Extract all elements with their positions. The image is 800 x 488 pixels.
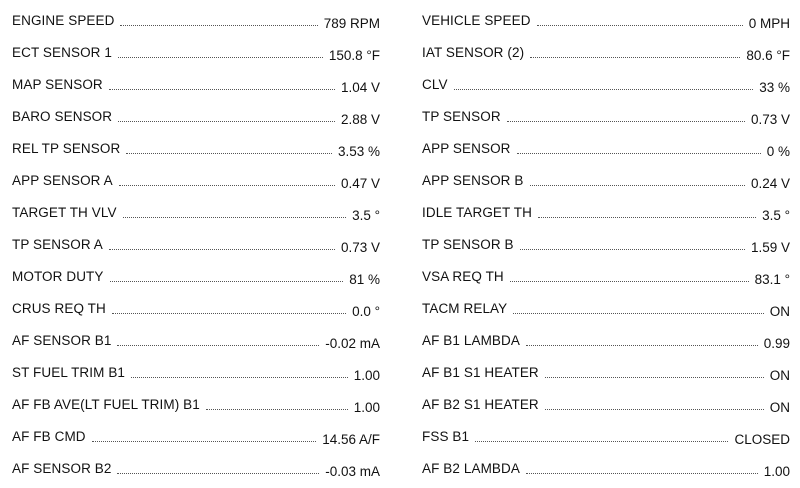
- dotted-leader: [517, 153, 761, 154]
- dotted-leader: [454, 89, 754, 90]
- parameter-label: TARGET TH VLV: [12, 205, 117, 221]
- parameter-label: ECT SENSOR 1: [12, 45, 112, 61]
- parameter-value: -0.03 mA: [325, 464, 380, 480]
- parameter-label: ST FUEL TRIM B1: [12, 365, 126, 381]
- parameter-label: CRUS REQ TH: [12, 301, 106, 317]
- dotted-leader: [538, 217, 756, 218]
- parameter-value: ON: [769, 304, 790, 320]
- data-row-app-sensor: [422, 133, 790, 165]
- parameter-value: 0.24 V: [750, 176, 790, 192]
- parameter-label: AF B2 LAMBDA: [422, 461, 520, 477]
- parameter-value: 1.59 V: [750, 240, 790, 256]
- dotted-leader: [510, 281, 749, 282]
- parameter-value: 0.0 °: [352, 304, 380, 320]
- data-row-app-sensor-b: [422, 165, 790, 197]
- parameter-label: MOTOR DUTY: [12, 269, 104, 285]
- data-row-motor-duty: [12, 261, 380, 293]
- parameter-label: AF B1 S1 HEATER: [422, 365, 539, 381]
- parameter-label: VEHICLE SPEED: [422, 13, 531, 29]
- data-row-ect-sensor-1: [12, 37, 380, 69]
- parameter-label: AF B1 LAMBDA: [422, 333, 520, 349]
- data-row-target-th-vlv: [12, 197, 380, 229]
- dotted-leader: [123, 217, 347, 218]
- dotted-leader: [530, 57, 740, 58]
- parameter-value: 14.56 A/F: [322, 432, 380, 448]
- data-row-baro-sensor: [12, 101, 380, 133]
- parameter-label: AF SENSOR B1: [12, 333, 112, 349]
- data-row-af-b1-s1-heater: [422, 357, 790, 389]
- dotted-leader: [109, 249, 335, 250]
- parameter-label: TACM RELAY: [422, 301, 508, 317]
- data-row-rel-tp-sensor: [12, 133, 380, 165]
- data-row-tp-sensor-a: [12, 229, 380, 261]
- parameter-label: TP SENSOR A: [12, 237, 103, 253]
- left-data-column: [12, 5, 380, 488]
- parameter-label: APP SENSOR B: [422, 173, 524, 189]
- parameter-label: TP SENSOR: [422, 109, 501, 125]
- dotted-leader: [537, 25, 743, 26]
- data-row-app-sensor-a: [12, 165, 380, 197]
- dotted-leader: [526, 345, 758, 346]
- dotted-leader: [117, 345, 319, 346]
- dotted-leader: [507, 121, 745, 122]
- data-row-map-sensor: [12, 69, 380, 101]
- parameter-value: 0.73 V: [750, 112, 790, 128]
- parameter-label: MAP SENSOR: [12, 77, 103, 93]
- parameter-label: APP SENSOR A: [12, 173, 113, 189]
- parameter-value: 150.8 °F: [328, 48, 380, 64]
- parameter-value: 0 %: [766, 144, 790, 160]
- dotted-leader: [117, 473, 319, 474]
- parameter-label: AF FB CMD: [12, 429, 86, 445]
- parameter-value: 1.00: [353, 400, 380, 416]
- parameter-label: APP SENSOR: [422, 141, 511, 157]
- data-row-vehicle-speed: [422, 5, 790, 37]
- dotted-leader: [520, 249, 745, 250]
- data-row-clv: [422, 69, 790, 101]
- data-row-af-sensor-b1: [12, 325, 380, 357]
- parameter-value: 1.00: [353, 368, 380, 384]
- parameter-label: AF B2 S1 HEATER: [422, 397, 539, 413]
- dotted-leader: [119, 185, 335, 186]
- data-row-af-b1-lambda: [422, 325, 790, 357]
- right-data-column: [422, 5, 790, 488]
- dotted-leader: [92, 441, 317, 442]
- parameter-label: FSS B1: [422, 429, 470, 445]
- parameter-label: BARO SENSOR: [12, 109, 113, 125]
- parameter-value: 0.99: [763, 336, 790, 352]
- data-row-crus-req-th: [12, 293, 380, 325]
- data-row-fss-b1: [422, 421, 790, 453]
- data-row-af-b2-s1-heater: [422, 389, 790, 421]
- parameter-value: 33 %: [759, 80, 790, 96]
- data-row-af-b2-lambda: [422, 453, 790, 485]
- dotted-leader: [526, 473, 758, 474]
- parameter-label: IDLE TARGET TH: [422, 205, 532, 221]
- parameter-label: AF SENSOR B2: [12, 461, 112, 477]
- parameter-value: 1.00: [763, 464, 790, 480]
- dotted-leader: [112, 313, 346, 314]
- parameter-value: 789 RPM: [323, 16, 380, 32]
- dotted-leader: [118, 57, 323, 58]
- parameter-label: REL TP SENSOR: [12, 141, 121, 157]
- parameter-value: 80.6 °F: [746, 48, 790, 64]
- dotted-leader: [118, 121, 335, 122]
- data-row-af-fb-cmd: [12, 421, 380, 453]
- dotted-leader: [126, 153, 332, 154]
- dotted-leader: [545, 409, 764, 410]
- data-row-tp-sensor-b: [422, 229, 790, 261]
- parameter-value: 0.47 V: [340, 176, 380, 192]
- dotted-leader: [545, 377, 764, 378]
- dotted-leader: [513, 313, 763, 314]
- parameter-value: 83.1 °: [754, 272, 790, 288]
- parameter-value: 81 %: [349, 272, 380, 288]
- parameter-label: AF FB AVE(LT FUEL TRIM) B1: [12, 397, 200, 413]
- data-row-vsa-req-th: [422, 261, 790, 293]
- data-row-af-sensor-b2: [12, 453, 380, 485]
- data-row-st-fuel-trim-b1: [12, 357, 380, 389]
- dotted-leader: [109, 89, 335, 90]
- dotted-leader: [530, 185, 745, 186]
- parameter-value: 0.73 V: [340, 240, 380, 256]
- data-row-tp-sensor: [422, 101, 790, 133]
- parameter-value: CLOSED: [734, 432, 790, 448]
- parameter-label: ENGINE SPEED: [12, 13, 115, 29]
- parameter-value: ON: [769, 368, 790, 384]
- data-row-af-fb-ave-lt-fuel-trim-b1: [12, 389, 380, 421]
- data-row-engine-speed: [12, 5, 380, 37]
- parameter-value: 3.53 %: [337, 144, 380, 160]
- dotted-leader: [110, 281, 344, 282]
- dotted-leader: [120, 25, 317, 26]
- data-row-tacm-relay: [422, 293, 790, 325]
- parameter-label: TP SENSOR B: [422, 237, 514, 253]
- parameter-value: 1.04 V: [340, 80, 380, 96]
- parameter-value: 3.5 °: [762, 208, 790, 224]
- data-row-idle-target-th: [422, 197, 790, 229]
- parameter-value: 0 MPH: [748, 16, 790, 32]
- parameter-value: ON: [769, 400, 790, 416]
- data-row-iat-sensor-2: [422, 37, 790, 69]
- parameter-value: 3.5 °: [352, 208, 380, 224]
- dotted-leader: [131, 377, 348, 378]
- parameter-label: IAT SENSOR (2): [422, 45, 525, 61]
- parameter-label: CLV: [422, 77, 448, 93]
- parameter-value: -0.02 mA: [325, 336, 380, 352]
- dotted-leader: [475, 441, 728, 442]
- parameter-value: 2.88 V: [340, 112, 380, 128]
- dotted-leader: [206, 409, 348, 410]
- parameter-label: VSA REQ TH: [422, 269, 504, 285]
